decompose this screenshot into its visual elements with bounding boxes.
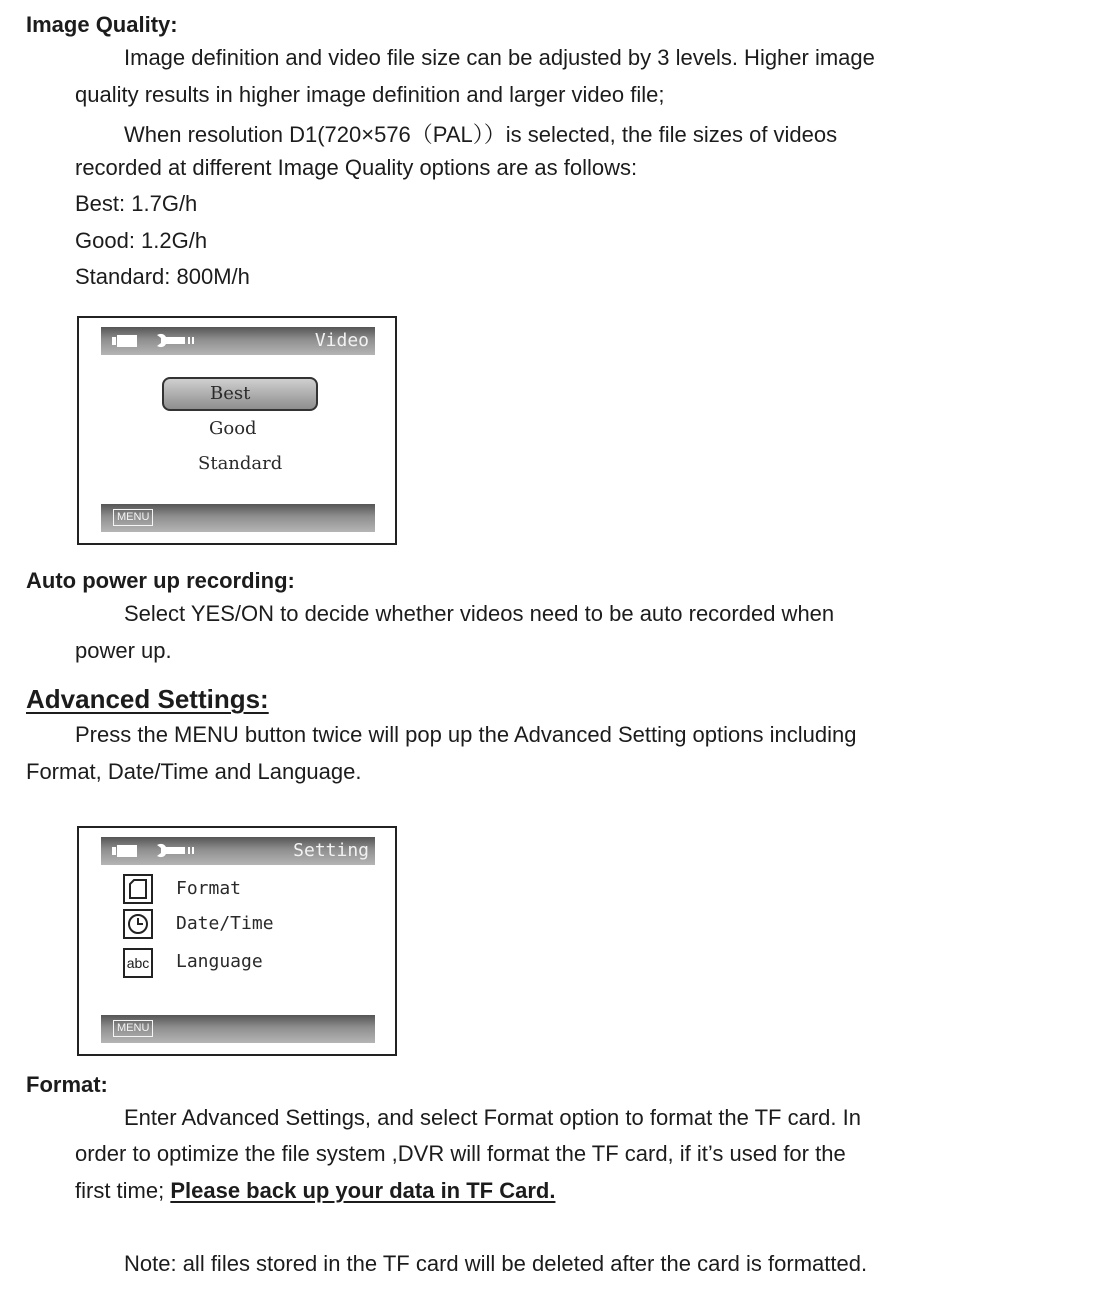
image-quality-para2-line1: When resolution D1(720×576（PAL））is selected, the file sizes of videos [124,122,838,147]
advanced-settings-heading: Advanced Settings: [26,684,269,714]
screen-top-bar [101,327,375,355]
image-quality-para2-line2: recorded at different Image Quality options are as follows: [75,155,638,180]
auto-power-heading: Auto power up recording: [26,568,295,593]
size-best: Best: 1.7G/h [75,191,198,216]
auto-power-line2: power up. [75,638,172,663]
advanced-line1: Press the MENU button twice will pop up the Advanced Setting options including [75,722,857,747]
size-good: Good: 1.2G/h [75,228,208,253]
backup-warning: Please back up your data in TF Card. [170,1178,556,1203]
menu-button[interactable]: MENU [113,1020,153,1037]
option-best[interactable]: Best [210,383,251,404]
screen-bottom-bar [101,1015,375,1043]
language-icon: abc [123,948,153,978]
format-heading: Format: [26,1072,108,1097]
clock-icon [123,909,153,939]
format-line3 [75,1178,555,1204]
video-quality-screen [77,316,397,545]
auto-power-line1: Select YES/ON to decide whether videos need to be auto recorded when [124,601,835,626]
setting-item-date-time[interactable]: Date/Time [176,913,274,934]
menu-button[interactable]: MENU [113,509,153,526]
image-quality-para1-line1: Image definition and video file size can be adjusted by 3 levels. Higher image [124,45,875,70]
format-line1: Enter Advanced Settings, and select Format option to format the TF card. In [124,1105,861,1130]
setting-item-language[interactable]: Language [176,951,263,972]
screen-title: Setting [293,840,369,861]
format-line2: order to optimize the file system ,DVR will format the TF card, if it’s used for the [75,1141,846,1166]
advanced-line2: Format, Date/Time and Language. [26,759,362,784]
wrench-icon [155,842,195,860]
size-standard: Standard: 800M/h [75,264,250,289]
format-line3-text: first time; [75,1178,171,1203]
image-quality-para1-line2: quality results in higher image definition and larger video file; [75,82,665,107]
screen-bottom-bar [101,504,375,532]
video-camera-icon [117,335,137,347]
format-note: Note: all files stored in the TF card will be deleted after the card is formatted. [124,1251,868,1276]
image-quality-heading: Image Quality: [26,12,178,37]
screen-top-bar [101,837,375,865]
option-good[interactable]: Good [209,418,257,439]
sd-card-icon [123,874,153,904]
video-camera-icon [117,845,137,857]
option-standard[interactable]: Standard [198,453,283,474]
screen-title: Video [314,330,369,351]
setting-screen [77,826,397,1056]
wrench-icon [155,332,195,350]
setting-item-format[interactable]: Format [176,878,242,899]
